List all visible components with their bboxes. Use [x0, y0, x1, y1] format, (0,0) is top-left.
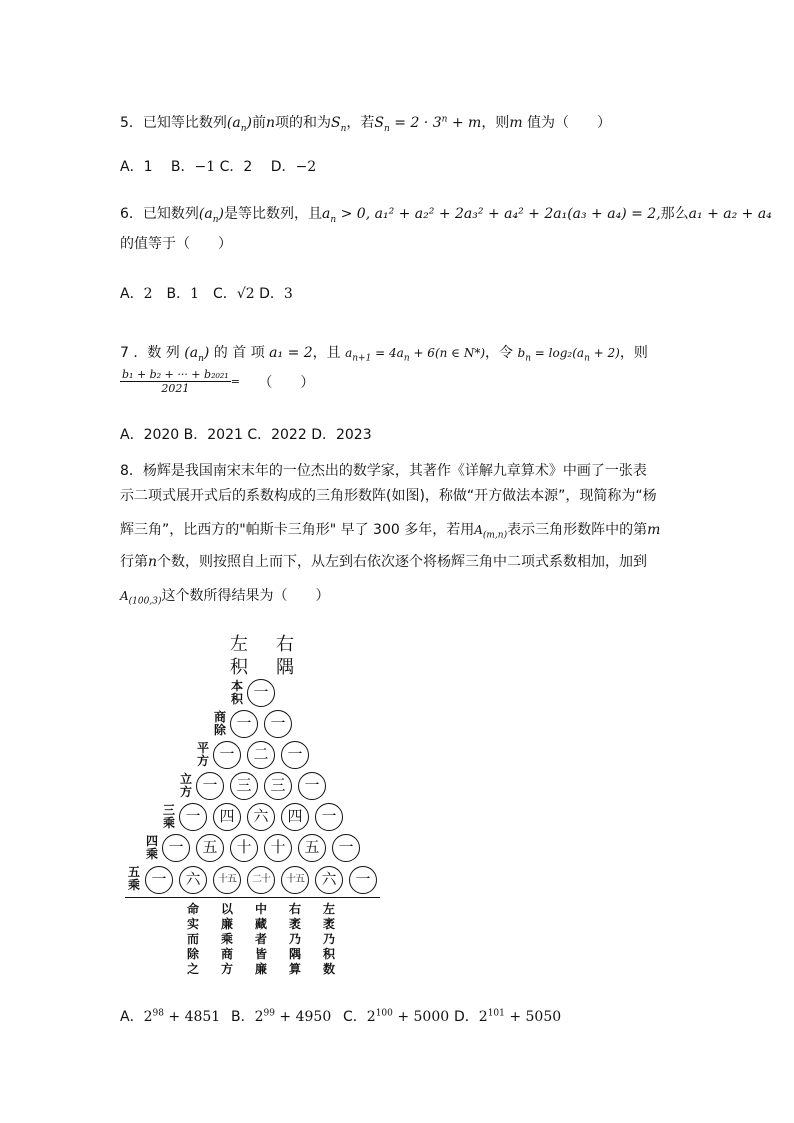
- q5-formula: $S_n = 2 \cdot 3^n + m$: [374, 114, 482, 134]
- coefficient-circle: 一: [281, 741, 309, 769]
- coefficient-circle: 五: [196, 834, 224, 862]
- row-label-2: 平 方: [196, 741, 209, 768]
- row-label-3: 立 方: [179, 772, 192, 799]
- bottom-column-0: 命实而除之: [186, 902, 199, 976]
- q8-line4: 行第n个数，则按照自上而下，从左到右依次逐个将杨辉三角中二项式系数相加，加到: [120, 554, 648, 570]
- coefficient-circle: 二: [247, 741, 275, 769]
- coefficient-circle: 一: [162, 834, 190, 862]
- bottom-column-2: 中藏者皆廉: [254, 902, 267, 976]
- q6-options: A．2 B．1 C．√2 D．3: [120, 286, 293, 302]
- q8-option-a: A．$2^{98} + 4851$: [120, 1008, 221, 1025]
- row-label-5: 四 乘: [145, 834, 158, 861]
- question-6: 6．已知数列$(a_n)$是等比数列，且$a_n > 0$, a₁² + a₂² + 2a₃² + a₄² + 2a₁(a₃ + a₄) = 2,那么a₁ + a₂ + a₄: [120, 206, 772, 225]
- q5-prefix: 5．已知等比数列: [120, 115, 227, 131]
- header-left: 左 积: [230, 634, 248, 678]
- bottom-column-4: 左袤乃积数: [322, 902, 335, 976]
- bottom-column-3: 右袤乃隅算: [288, 902, 301, 976]
- q5-an: $(a_n)$: [226, 115, 252, 134]
- q8-line3: 辉三角”，比西方的"帕斯卡三角形" 早了 300 多年，若用$A_{(m,n)}$表示三角形数阵中的第m: [120, 522, 661, 541]
- coefficient-circle: 一: [230, 710, 258, 738]
- figure-baseline: [125, 897, 380, 898]
- q8-option-d: D．$2^{101} + 5050$: [454, 1008, 562, 1025]
- coefficient-circle: 十: [264, 834, 292, 862]
- coefficient-circle: 三: [230, 772, 258, 800]
- coefficient-circle: 一: [213, 741, 241, 769]
- coefficient-circle: 十五: [281, 866, 309, 894]
- coefficient-circle: 四: [213, 803, 241, 831]
- coefficient-circle: 六: [179, 866, 207, 894]
- coefficient-circle: 一: [298, 772, 326, 800]
- coefficient-circle: 三: [264, 772, 292, 800]
- coefficient-circle: 一: [315, 803, 343, 831]
- coefficient-circle: 十: [230, 834, 258, 862]
- header-right: 右 隅: [276, 634, 294, 678]
- coefficient-circle: 一: [332, 834, 360, 862]
- row-label-6: 五 乘: [127, 865, 140, 892]
- row-label-1: 商 除: [213, 710, 226, 737]
- question-7: 7 ．数 列 $(a_n)$ 的 首 项 a₁ = 2，且 $a_{n+1} = 4a_n + 6(n$ ∈ N*)，令 $b_n = \log_2(a_n + 2)$，则: [120, 345, 648, 364]
- row-label-0: 本 积: [230, 679, 243, 706]
- q6-line2: 的值等于（ ）: [120, 236, 232, 252]
- coefficient-circle: 一: [349, 866, 377, 894]
- coefficient-circle: 二十: [247, 866, 275, 894]
- q7-fraction: $\frac{\text{b₁ + b₂ + ··· + b₂₀₂₁}}{2021}$: [122, 368, 229, 395]
- coefficient-circle: 一: [196, 772, 224, 800]
- q8-line1: 8．杨辉是我国南宋末年的一位杰出的数学家，其著作《详解九章算术》中画了一张表: [120, 463, 647, 479]
- coefficient-circle: 一: [145, 866, 173, 894]
- q7-options: A．2020 B．2021 C．2022 D．2023: [120, 427, 372, 443]
- coefficient-circle: 六: [247, 803, 275, 831]
- q8-option-c: C．$2^{100} + 5000$: [343, 1008, 450, 1025]
- coefficient-circle: 六: [315, 866, 343, 894]
- q8-option-b: B．$2^{99} + 4950$: [231, 1008, 332, 1025]
- coefficient-circle: 五: [298, 834, 326, 862]
- q7-fraction-line: $\frac{\text{b₁ + b₂ + ··· + b₂₀₂₁}}{2021}$ = （ ）: [122, 368, 315, 395]
- question-5: 5．已知等比数列$(a_n)$前n项的和为$S_n$，若$S_n = 2 \cdot 3^n + m$，则m 值为（ ）: [120, 114, 612, 134]
- coefficient-circle: 四: [281, 803, 309, 831]
- row-label-4: 三 乘: [162, 803, 175, 830]
- q5-options: A．1 B．−1 C．2 D．−2: [120, 159, 317, 175]
- q8-line5: $A_{(100,3)}$这个数所得结果为（ ）: [120, 588, 330, 607]
- coefficient-circle: 十五: [213, 866, 241, 894]
- coefficient-circle: 一: [179, 803, 207, 831]
- coefficient-circle: 一: [247, 679, 275, 707]
- coefficient-circle: 一: [264, 710, 292, 738]
- q6-condition: $a_n > 0$, a₁² + a₂² + 2a₃² + a₄² + 2a₁(a₃ + a₄) = 2,: [322, 206, 661, 225]
- bottom-column-1: 以廉乘商方: [220, 902, 233, 976]
- q8-line2: 示二项式展开式后的系数构成的三角形数阵(如图)，称做“开方做法本源”，现简称为“杨: [120, 488, 657, 504]
